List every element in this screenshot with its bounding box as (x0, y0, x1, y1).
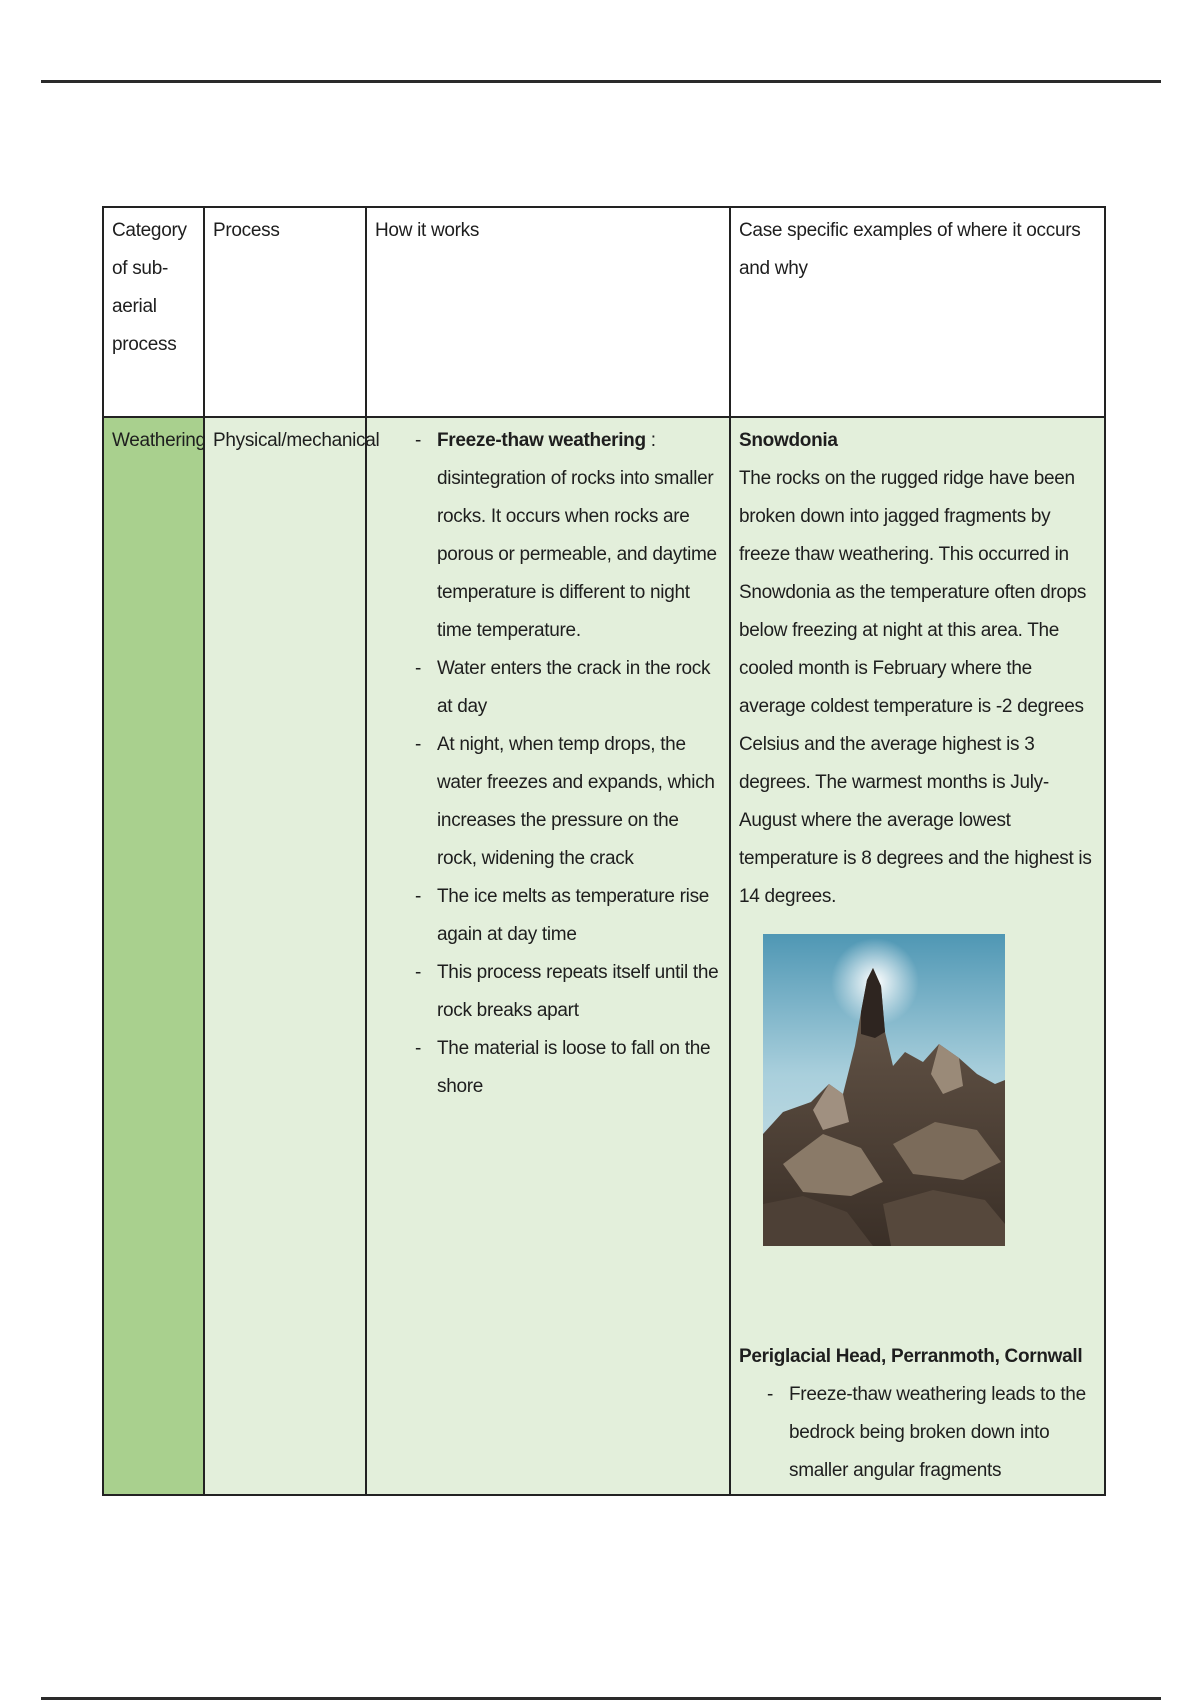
list-item (415, 422, 723, 650)
cell-process: Physical/mechanical (204, 417, 366, 1495)
freeze-thaw-term: Freeze-thaw weathering (437, 430, 646, 451)
header-category: Category of sub-aerial process (103, 207, 204, 417)
cell-case-examples (730, 417, 1105, 1495)
list-item: - Water enters the crack in the rock at day (415, 650, 723, 726)
case-title-snowdonia: Snowdonia (739, 430, 838, 451)
freeze-thaw-definition: : disintegration of rocks into smaller rocks. It occurs when rocks are porous or permeable, and daytime temperature is different to night time temperature. (437, 430, 717, 641)
perranmoth-points (739, 1376, 1098, 1490)
list-item: - The material is loose to fall on the shore (415, 1030, 723, 1106)
header-how-it-works: How it works (366, 207, 730, 417)
list-item: - At night, when temp drops, the water freezes and expands, which increases the pressure on the rock, widening the crack (415, 726, 723, 878)
table-header-row (103, 207, 1105, 417)
cell-how-it-works (366, 417, 730, 1495)
header-case-examples: Case specific examples of where it occurs and why (730, 207, 1105, 417)
list-item: - The ice melts as temperature rise again at day time (415, 878, 723, 954)
sub-aerial-processes-table (102, 206, 1106, 1496)
cell-category: Weathering (103, 417, 204, 1495)
list-item: - This process repeats itself until the rock breaks apart (415, 954, 723, 1030)
snowdonia-rock-photo (763, 934, 1005, 1246)
case-text-snowdonia: The rocks on the rugged ridge have been broken down into jagged fragments by freeze thaw weathering. This occurred in Snowdonia as the temperature often drops below freezing at night at this area. The cooled month is February where the average coldest temperature is -2 degrees Celsius and the average highest is 3 degrees. The warmest months is July-August where the average lowest temperature is 8 degrees and the highest is 14 degrees. (739, 468, 1092, 907)
how-it-works-list (375, 422, 723, 1106)
table-row (103, 417, 1105, 1495)
top-divider-line (41, 80, 1161, 83)
header-process: Process (204, 207, 366, 417)
list-item: - Freeze-thaw weathering leads to the bedrock being broken down into smaller angular fragments (767, 1376, 1098, 1490)
case-title-perranmoth: Periglacial Head, Perranmoth, Cornwall (739, 1346, 1083, 1367)
